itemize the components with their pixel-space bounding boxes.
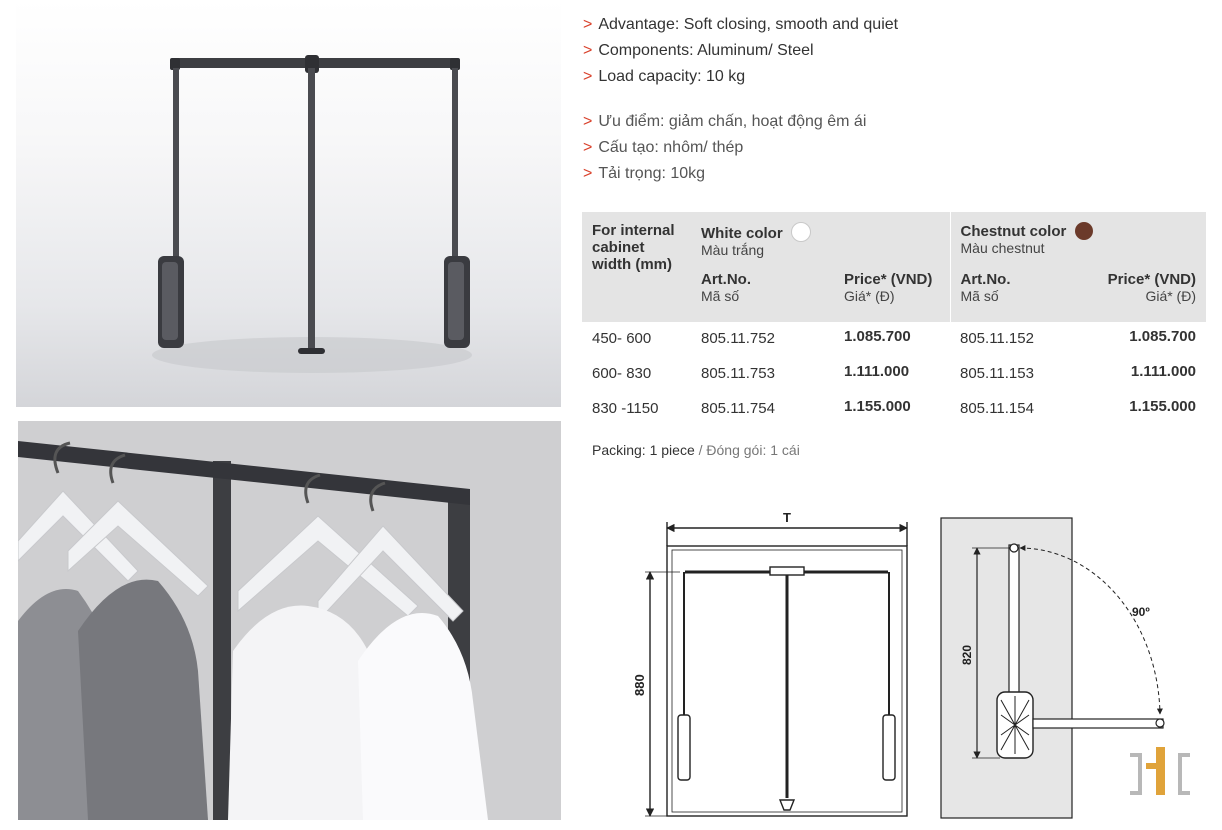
arrow-icon: > bbox=[583, 139, 593, 156]
arrow-icon: > bbox=[583, 68, 593, 85]
arrow-icon: > bbox=[583, 16, 593, 33]
hangers-on-rail-image bbox=[18, 421, 561, 820]
feature-item: > Cấu tạo: nhôm/ thép bbox=[583, 139, 744, 156]
product-spec-table bbox=[582, 212, 1206, 427]
table-row: 600- 830 805.11.753 1.111.000 805.11.153 1.111.000 bbox=[592, 363, 1196, 382]
arrow-icon: > bbox=[583, 42, 593, 59]
arrow-icon: > bbox=[583, 165, 593, 182]
features-list-vi bbox=[583, 109, 866, 187]
feature-item: > Load capacity: 10 kg bbox=[583, 68, 746, 85]
chestnut-swatch-icon bbox=[1075, 222, 1093, 240]
feature-item: > Ưu điểm: giảm chấn, hoạt động êm ái bbox=[583, 113, 867, 130]
technical-diagram bbox=[600, 500, 1200, 825]
dimension-820-label: 820 bbox=[960, 644, 974, 665]
features-list-en bbox=[583, 12, 898, 90]
feature-item: > Components: Aluminum/ Steel bbox=[583, 42, 814, 59]
front-view-diagram bbox=[645, 522, 907, 816]
closet-usage-photo bbox=[18, 421, 561, 820]
chestnut-art-header: Art.No. Mã số bbox=[950, 266, 1090, 322]
brand-logo-icon bbox=[1126, 741, 1194, 797]
feature-item: > Tải trọng: 10kg bbox=[583, 165, 706, 182]
cabinet-width-header: For internal cabinet width (mm) bbox=[582, 212, 691, 322]
white-color-header: White color Màu trắng bbox=[691, 212, 950, 266]
table-row: 830 -1150 805.11.754 1.155.000 805.11.154 1.155.000 bbox=[592, 398, 1196, 417]
product-photo bbox=[16, 0, 561, 407]
arrow-icon: > bbox=[583, 113, 593, 130]
table-row: 450- 600 805.11.752 1.085.700 805.11.152 1.085.700 bbox=[592, 328, 1196, 347]
pull-down-wardrobe-lift-image bbox=[16, 0, 561, 407]
white-art-header: Art.No. Mã số bbox=[691, 266, 834, 322]
dimension-t-label: T bbox=[783, 510, 791, 525]
white-price-header: Price* (VND) Giá* (Đ) bbox=[834, 266, 950, 322]
chestnut-price-header: Price* (VND) Giá* (Đ) bbox=[1090, 266, 1206, 322]
white-swatch-icon bbox=[791, 222, 811, 242]
packing-note: Packing: 1 piece / Đóng gói: 1 cái bbox=[592, 442, 800, 458]
dimension-880-label: 880 bbox=[632, 674, 647, 696]
angle-90-label: 90º bbox=[1132, 605, 1150, 619]
chestnut-color-header: Chestnut color Màu chestnut bbox=[950, 212, 1206, 266]
feature-item: > Advantage: Soft closing, smooth and quiet bbox=[583, 16, 899, 33]
